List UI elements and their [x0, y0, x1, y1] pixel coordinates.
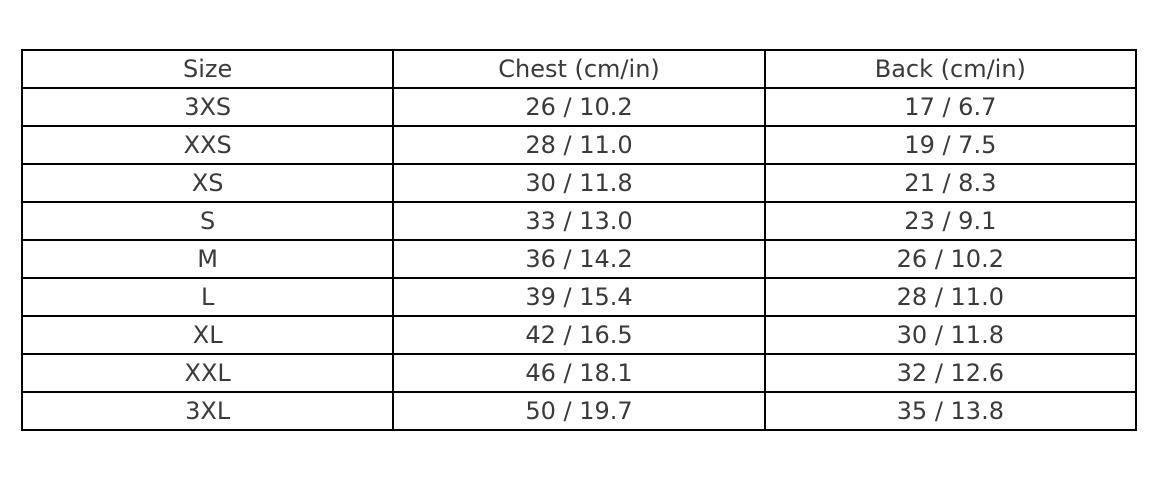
table-row — [22, 88, 1136, 126]
table-cell: 3XL — [22, 392, 393, 430]
table-cell: 35 / 13.8 — [765, 392, 1136, 430]
table-cell: 26 / 10.2 — [765, 240, 1136, 278]
table-cell: 50 / 19.7 — [393, 392, 764, 430]
table-row — [22, 240, 1136, 278]
table-cell: 30 / 11.8 — [765, 316, 1136, 354]
table-cell: 36 / 14.2 — [393, 240, 764, 278]
table-row — [22, 164, 1136, 202]
table-cell: 17 / 6.7 — [765, 88, 1136, 126]
column-header-chest: Chest (cm/in) — [393, 50, 764, 88]
header-row — [22, 50, 1136, 88]
table-cell: 28 / 11.0 — [765, 278, 1136, 316]
table-row — [22, 278, 1136, 316]
table-cell: 46 / 18.1 — [393, 354, 764, 392]
table-cell: XS — [22, 164, 393, 202]
table-cell: 32 / 12.6 — [765, 354, 1136, 392]
table-cell: XL — [22, 316, 393, 354]
table-row — [22, 354, 1136, 392]
table-cell: 26 / 10.2 — [393, 88, 764, 126]
table-cell: 42 / 16.5 — [393, 316, 764, 354]
table-cell: XXL — [22, 354, 393, 392]
table-cell: 19 / 7.5 — [765, 126, 1136, 164]
size-chart-table — [21, 49, 1137, 431]
column-header-size: Size — [22, 50, 393, 88]
table-cell: 28 / 11.0 — [393, 126, 764, 164]
table-cell: 30 / 11.8 — [393, 164, 764, 202]
table-cell: L — [22, 278, 393, 316]
table-cell: 3XS — [22, 88, 393, 126]
table-cell: 21 / 8.3 — [765, 164, 1136, 202]
table-row — [22, 126, 1136, 164]
table-cell: XXS — [22, 126, 393, 164]
table-row — [22, 202, 1136, 240]
table-cell: 23 / 9.1 — [765, 202, 1136, 240]
table-cell: S — [22, 202, 393, 240]
column-header-back: Back (cm/in) — [765, 50, 1136, 88]
table-body — [22, 88, 1136, 430]
table-header — [22, 50, 1136, 88]
table-cell: 33 / 13.0 — [393, 202, 764, 240]
table-cell: 39 / 15.4 — [393, 278, 764, 316]
table-row — [22, 392, 1136, 430]
table-row — [22, 316, 1136, 354]
table-cell: M — [22, 240, 393, 278]
